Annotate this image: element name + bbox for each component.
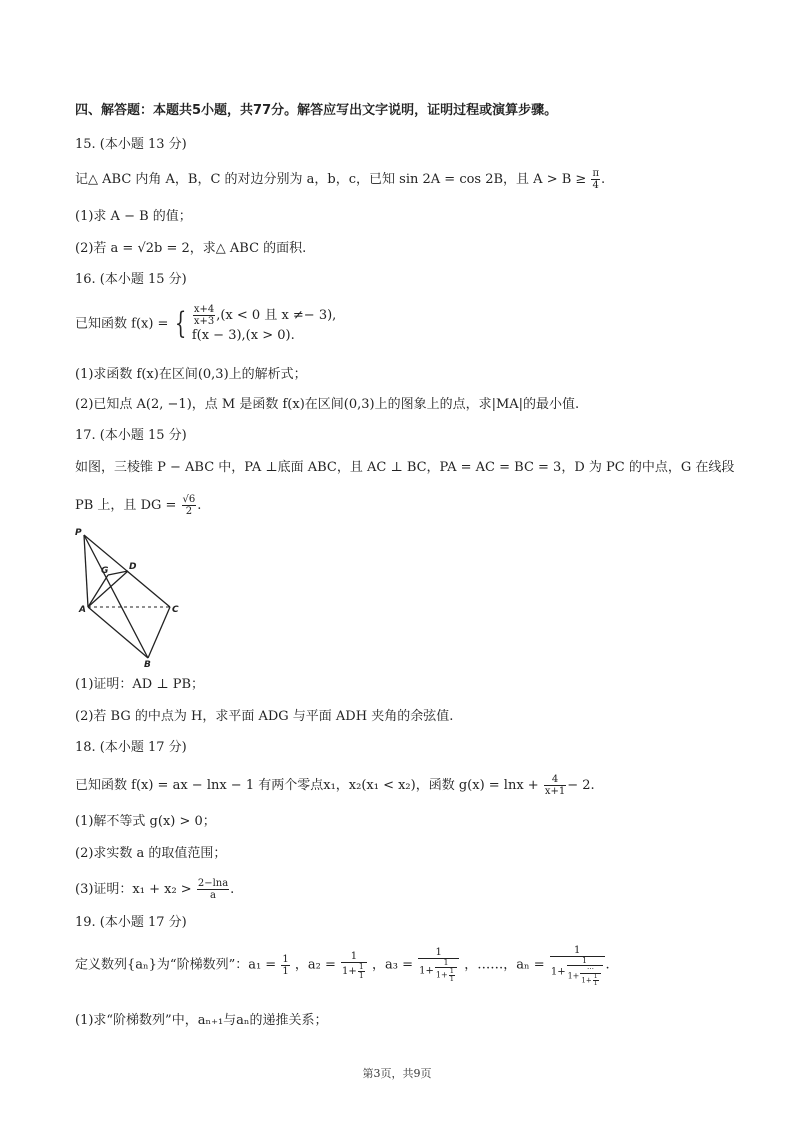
fraction-denominator [435, 968, 457, 983]
problem-18-part-3-fraction [197, 878, 229, 901]
problem-18-stem [75, 774, 595, 797]
nested-fraction [593, 974, 599, 987]
problem-18-header: 18. (本小题 17 分) [75, 740, 187, 755]
nested-fraction [358, 963, 365, 980]
pyramid-figure [68, 525, 198, 670]
problem-15-fraction [591, 168, 600, 191]
problem-15-stem [75, 168, 605, 191]
fraction-numerator: 1 [593, 973, 598, 980]
problem-15-header: 15. (本小题 13 分) [75, 137, 187, 152]
problem-16-header: 16. (本小题 15 分) [75, 272, 187, 287]
case-1 [192, 304, 336, 327]
an-fraction [550, 945, 605, 987]
fraction-numerator: 1 [567, 957, 603, 966]
nested-fraction [580, 966, 600, 987]
a3-fraction [418, 947, 459, 983]
problem-16-stem-text: 已知函数 f(x) = [75, 316, 169, 332]
edge-pa [84, 535, 88, 607]
a2-label: ，a₂ = [294, 957, 336, 973]
a1-fraction [281, 954, 289, 977]
problem-15-part-2: (2)若 a = √2b = 2，求△ ABC 的面积. [75, 241, 307, 256]
fraction-numerator: 1 [418, 947, 459, 959]
fraction-denominator: 1 [593, 980, 598, 987]
problem-18-part-3-text: (3)证明：x₁ + x₂ > [75, 882, 192, 897]
page-footer: 第3页，共9页 [362, 1067, 432, 1080]
fraction-denominator: x+3 [193, 316, 215, 327]
fraction-denominator [418, 959, 459, 983]
edge-pb [84, 535, 148, 658]
a3-label: ，a₃ = [371, 957, 413, 973]
problem-18-fraction [544, 774, 566, 797]
one-plus: 1+ [581, 976, 592, 985]
one-plus: 1+ [550, 966, 566, 978]
fraction-denominator [550, 957, 605, 987]
problem-17-stem-end: . [197, 498, 202, 513]
problem-19-stem [75, 947, 610, 987]
problem-18-part-1: (1)解不等式 g(x) > 0； [75, 814, 216, 829]
problem-19-stem-text: 定义数列{aₙ}为“阶梯数列”：a₁ = [75, 957, 277, 973]
left-brace: { [174, 306, 186, 341]
fraction-denominator: a [210, 890, 216, 901]
fraction-numerator: √6 [182, 494, 196, 505]
problem-18-part-3 [75, 878, 234, 901]
problem-19-stem-end: . [605, 957, 610, 973]
fraction-denominator: 1 [358, 970, 364, 980]
problem-19-part-1: (1)求“阶梯数列”中，aₙ₊₁与aₙ的递推关系； [75, 1013, 328, 1028]
piecewise-cases [192, 304, 336, 344]
nested-fraction [567, 957, 603, 987]
label-g: G [101, 566, 109, 576]
problem-19-header: 19. (本小题 17 分) [75, 915, 187, 930]
label-p: P [75, 528, 82, 538]
problem-17-part-1: (1)证明：AD ⊥ PB； [75, 677, 205, 692]
problem-17-stem-line-1: 如图，三棱锥 P − ABC 中，PA ⊥底面 ABC，且 AC ⊥ BC，PA = AC = BC = 3，D 为 PC 的中点，G 在线段 [75, 460, 735, 475]
nested-fraction [435, 959, 457, 983]
problem-17-fraction [182, 494, 197, 517]
edge-ad [88, 571, 128, 607]
label-c: C [172, 605, 179, 615]
case-1-fraction [193, 304, 215, 327]
problem-16-stem [75, 304, 336, 344]
fraction-denominator [341, 963, 367, 980]
problem-18-part-2: (2)求实数 a 的取值范围； [75, 846, 227, 861]
fraction-denominator: x+1 [544, 786, 566, 797]
fraction-denominator [580, 974, 600, 987]
problem-15-stem-text: 记△ ABC 内角 A，B，C 的对边分别为 a，b，c，已知 sin 2A = cos 2B，且 A > B ≥ [75, 172, 587, 187]
case-2: f(x − 3),(x > 0). [191, 328, 295, 343]
problem-16-part-1: (1)求函数 f(x)在区间(0,3)上的解析式； [75, 367, 307, 382]
fraction-denominator: 4 [592, 180, 599, 191]
fraction-denominator: 2 [185, 506, 193, 517]
fraction-numerator: x+4 [193, 304, 215, 315]
fraction-numerator: 1 [358, 961, 364, 971]
a2-fraction [341, 951, 367, 980]
edge-cb [148, 607, 170, 658]
problem-17-stem-text: PB 上，且 DG = [75, 498, 177, 513]
fraction-numerator: 2−lna [197, 878, 229, 889]
fraction-numerator: 1 [341, 951, 367, 963]
problem-17-header: 17. (本小题 15 分) [75, 428, 187, 443]
problem-17-stem-line-2 [75, 494, 201, 517]
one-plus: 1+ [342, 965, 357, 977]
section-title: 四、解答题：本题共5小题，共77分。解答应写出文字说明，证明过程或演算步骤。 [75, 103, 558, 118]
one-plus: 1+ [567, 971, 580, 981]
edge-ab [88, 607, 148, 658]
label-d: D [129, 562, 137, 572]
fraction-denominator: 1 [282, 965, 289, 977]
fraction-numerator: 1 [449, 967, 455, 975]
problem-18-stem-end: − 2. [567, 778, 595, 793]
fraction-denominator: 1 [449, 975, 455, 983]
fraction-numerator: ⋯ [580, 966, 600, 974]
problem-18-stem-text: 已知函数 f(x) = ax − lnx − 1 有两个零点x₁，x₂(x₁ < x₂)，函数 g(x) = lnx + [75, 778, 539, 793]
one-plus: 1+ [419, 965, 434, 977]
problem-18-part-3-end: . [230, 882, 235, 897]
fraction-numerator: 1 [550, 945, 605, 957]
problem-16-part-2: (2)已知点 A(2, −1)，点 M 是函数 f(x)在区间(0,3)上的图象上的点，求|MA|的最小值. [75, 397, 580, 412]
label-a: A [79, 605, 86, 615]
one-plus: 1+ [435, 970, 448, 980]
nested-fraction [449, 968, 455, 983]
fraction-numerator: 1 [282, 953, 289, 965]
label-b: B [144, 660, 151, 670]
fraction-numerator: π [592, 168, 600, 179]
problem-15-part-1: (1)求 A − B 的值； [75, 209, 192, 224]
fraction-denominator [567, 966, 603, 987]
case-1-condition: ,(x < 0 且 x ≠− 3), [216, 308, 337, 323]
problem-17-part-2: (2)若 BG 的中点为 H，求平面 ADG 与平面 ADH 夹角的余弦值. [75, 709, 454, 724]
problem-15-stem-end: . [601, 172, 606, 187]
fraction-numerator: 4 [544, 774, 566, 786]
fraction-numerator: 1 [435, 959, 457, 968]
an-label: ，……，aₙ = [464, 957, 545, 973]
